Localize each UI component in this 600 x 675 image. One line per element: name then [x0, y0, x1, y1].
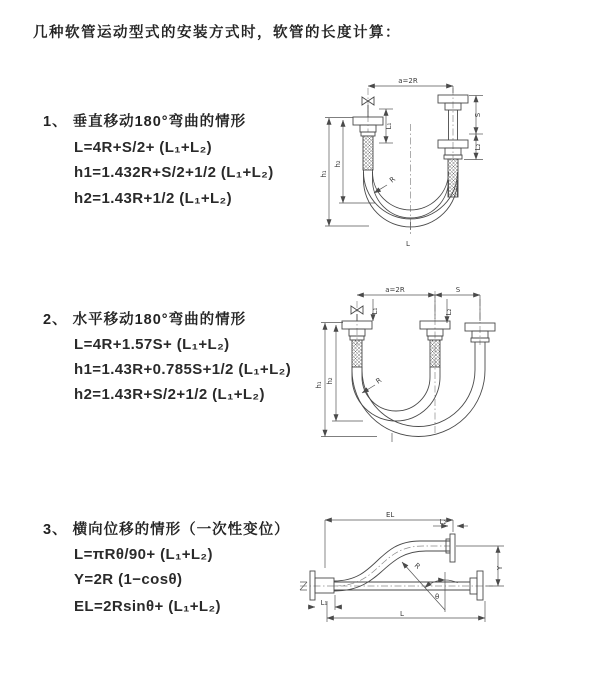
dim-label-h1: h₁ [320, 170, 328, 178]
diagram-vertical-180-loop [303, 72, 595, 262]
valve-icon [351, 306, 363, 321]
section-1-formula-2: h1=1.432R+S/2+1/2 (L₁+L₂) [74, 164, 274, 181]
dim-label-y: Y [496, 565, 504, 571]
dim-label-l1: L₁ [371, 307, 379, 315]
dim-label-l2: L₂ [445, 308, 453, 316]
length-label: L [400, 610, 404, 618]
hose-assembly [310, 534, 483, 600]
dim-label-h1: h₁ [315, 381, 323, 389]
length-label: L [406, 240, 410, 248]
dim-label-s: S [455, 286, 461, 294]
page-title: 几种软管运动型式的安装方式时，软管的长度计算： [33, 25, 401, 41]
section-3-formula-1: L=πRθ/90+ (L₁+L₂) [74, 546, 213, 563]
section-1-heading: 1、 垂直移动180°弯曲的情形 [43, 114, 247, 130]
radius-label: R [412, 561, 422, 571]
section-2-formula-3: h2=1.43R+S/2+1/2 (L₁+L₂) [74, 386, 265, 403]
centerlines [300, 546, 493, 586]
section-3-formula-3: EL=2Rsinθ+ (L₁+L₂) [74, 598, 221, 615]
dim-label-l2: L₂ [439, 518, 447, 526]
dim-label-a2r: a=2R [385, 286, 405, 294]
section-1-formula-1: L=4R+S/2+ (L₁+L₂) [74, 139, 213, 156]
section-2-formula-2: h1=1.43R+0.785S+1/2 (L₁+L₂) [74, 361, 292, 378]
centerlines [368, 88, 453, 234]
section-1-formula-3: h2=1.43R+1/2 (L₁+L₂) [74, 190, 233, 207]
dim-label-a2r: a=2R [398, 77, 418, 85]
section-2-formula-1: L=4R+1.57S+ (L₁+L₂) [74, 336, 230, 353]
hose-assembly [342, 321, 495, 437]
radius-label: R [388, 175, 398, 185]
dimension-lines [321, 295, 480, 442]
dim-label-l1: L₁ [385, 122, 393, 130]
valve-icon [362, 97, 374, 117]
diagram-horizontal-180-loop [303, 285, 595, 463]
dim-label-h2: h₂ [326, 377, 334, 385]
section-3-heading: 3、 横向位移的情形（一次性变位） [43, 522, 290, 538]
section-3-formula-2: Y=2R (1−cosθ) [74, 571, 183, 588]
radius-label: R [374, 376, 384, 386]
dimension-lines [300, 520, 504, 622]
dim-label-l1: L₁ [320, 599, 328, 607]
diagram-lateral-displacement [298, 500, 600, 668]
dim-label-l2: L₂ [474, 143, 482, 151]
dim-label-h2: h₂ [334, 160, 342, 168]
dimension-lines [325, 86, 483, 230]
dim-label-s: S [474, 112, 482, 118]
dim-label-el: EL [386, 511, 395, 519]
angle-label: θ [435, 593, 440, 601]
section-2-heading: 2、 水平移动180°弯曲的情形 [43, 312, 247, 328]
